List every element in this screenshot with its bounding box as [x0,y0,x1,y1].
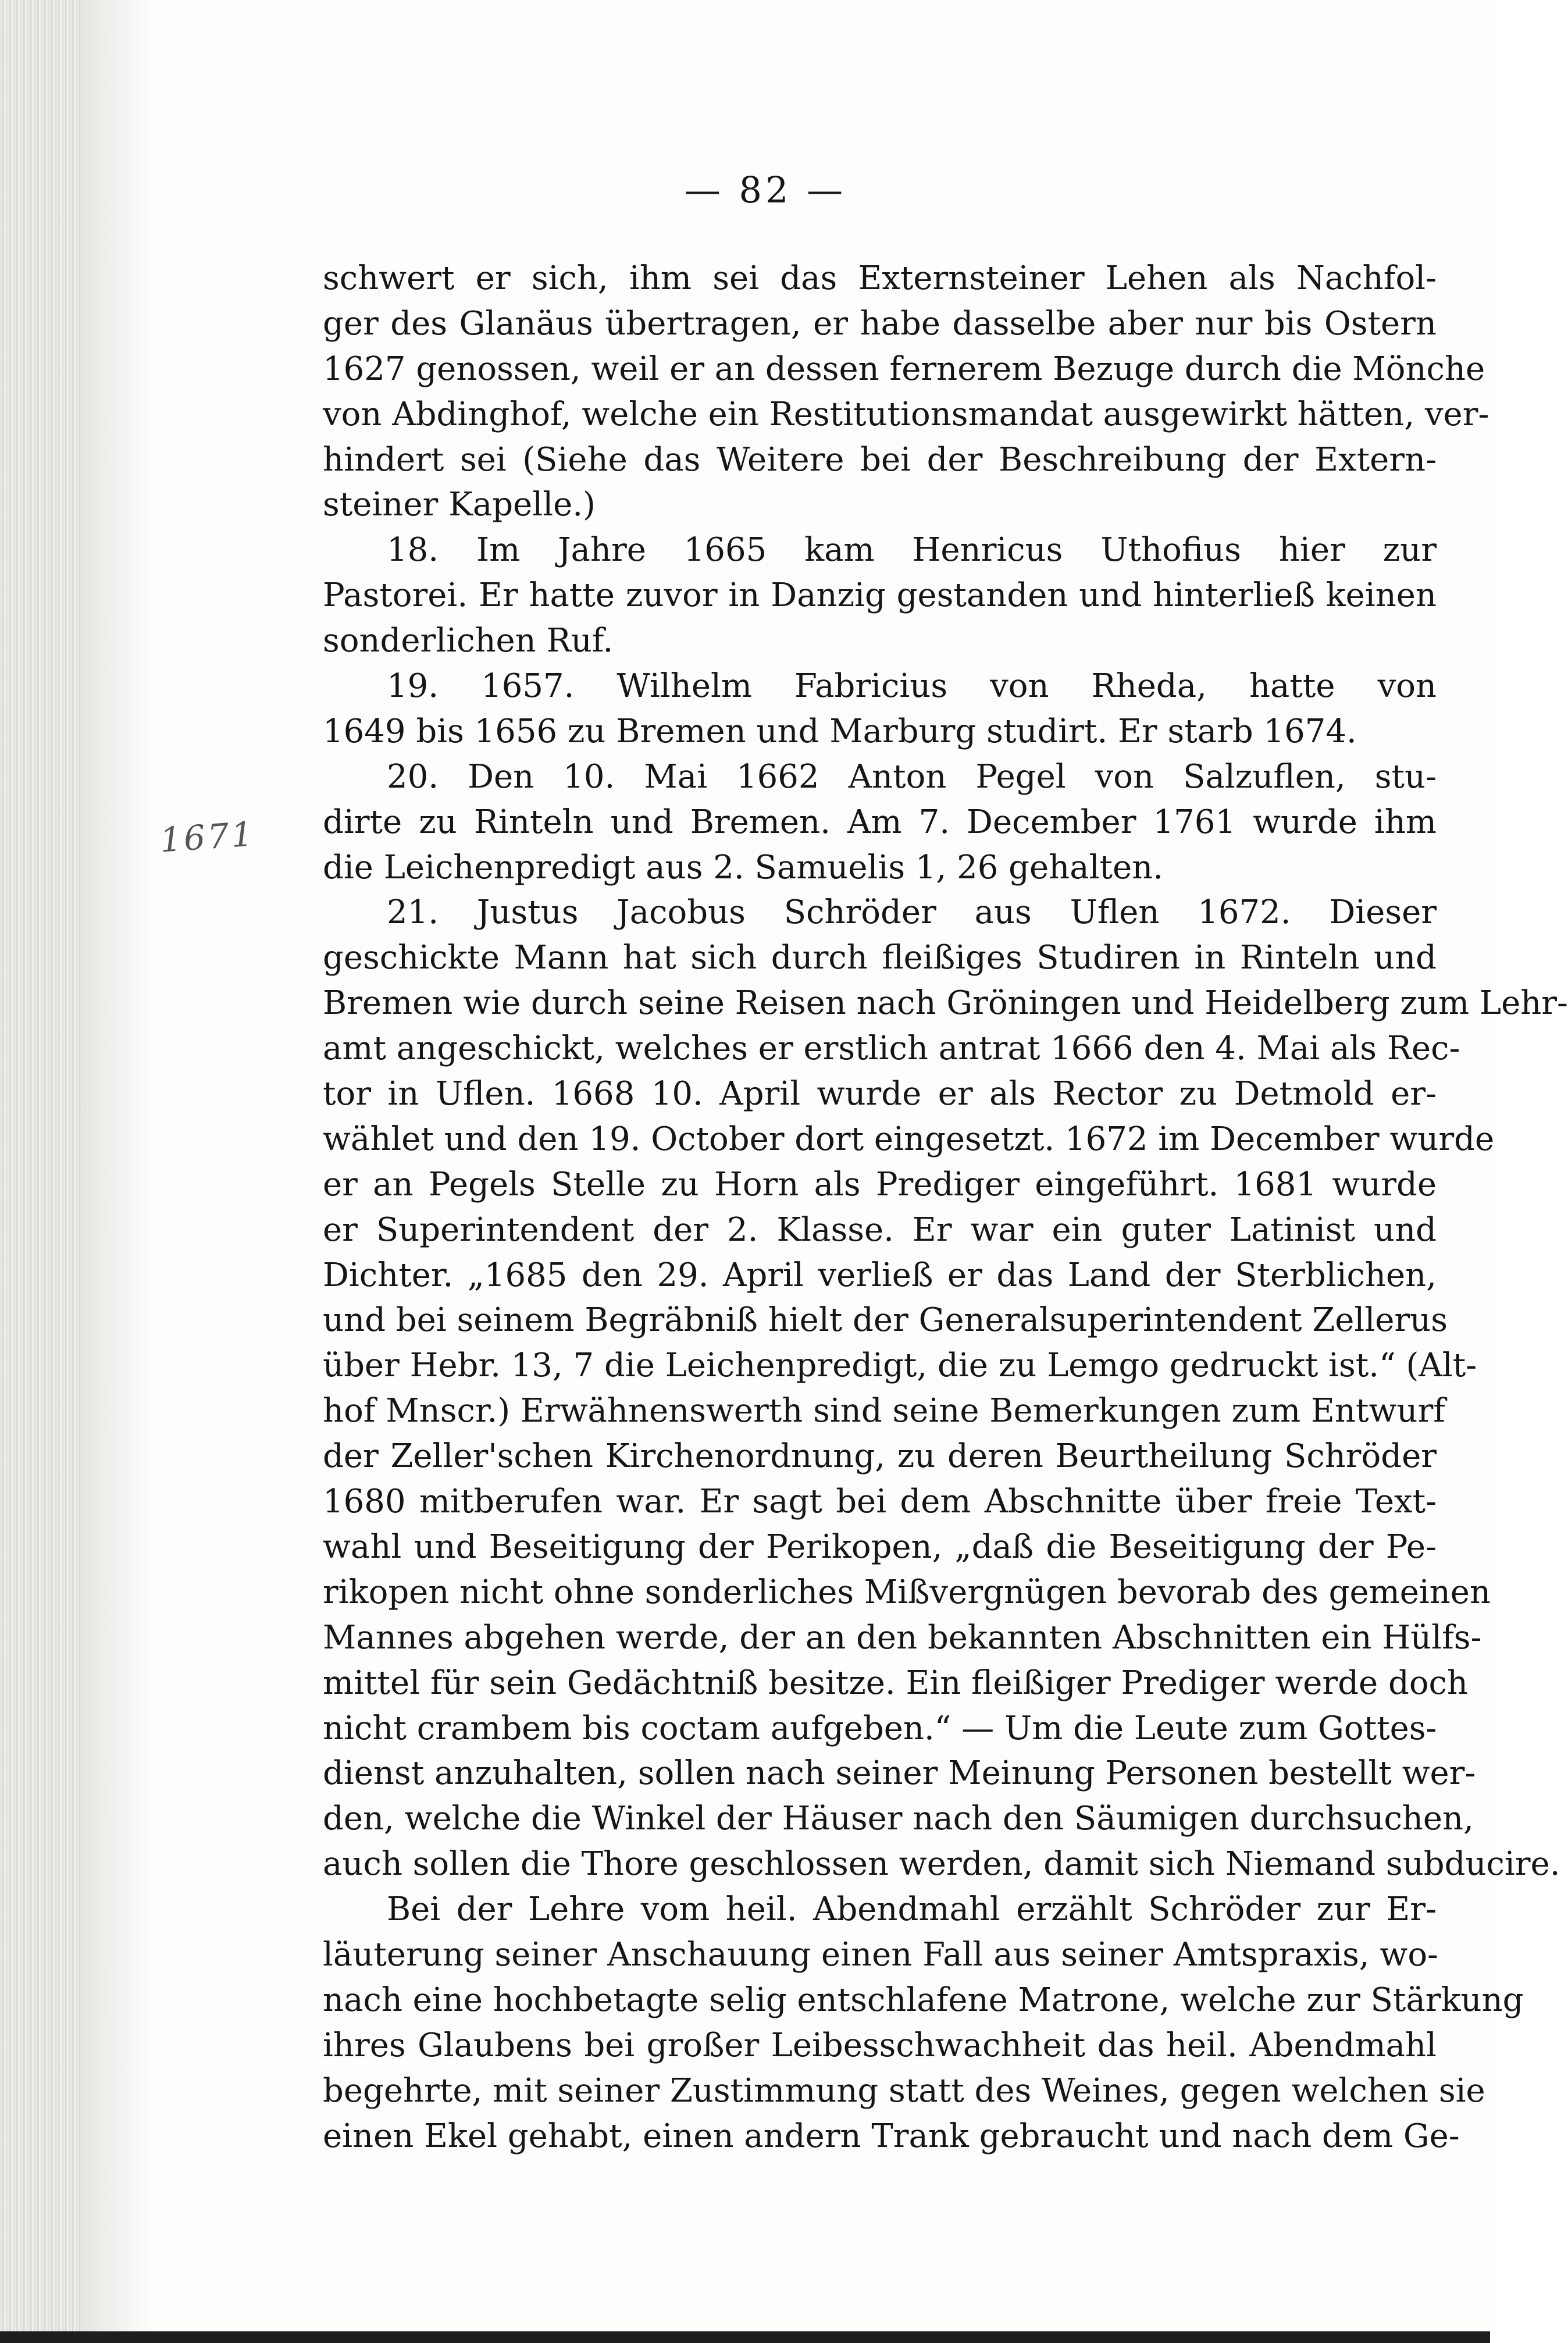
text-line: der Zeller'schen Kirchenordnung, zu deren Beurtheilung Schröder [323,1437,1437,1476]
text-line: nicht crambem bis coctam aufgeben.“ — Um die Leute zum Gottes- [323,1709,1437,1747]
text-line: rikopen nicht ohne sonderliches Mißvergnügen bevorab des gemeinen [323,1573,1491,1611]
text-line: tor in Uflen. 1668 10. April wurde er als Rector zu Detmold er- [323,1075,1437,1113]
text-line: begehrte, mit seiner Zustimmung statt des Weines, gegen welchen sie [323,2071,1485,2110]
text-line: Bremen wie durch seine Reisen nach Gröningen und Heidelberg zum Lehr- [323,984,1568,1023]
handwritten-margin-note: 1671 [158,814,256,860]
text-line: den, welche die Winkel der Häuser nach den Säumigen durchsuchen, [323,1800,1474,1838]
text-line: Dichter. „1685 den 29. April verließ er das Land der Sterblichen, [323,1256,1437,1294]
text-line: ihres Glaubens bei großer Leibesschwachheit das heil. Abendmahl [323,2026,1437,2064]
text-line: er an Pegels Stelle zu Horn als Prediger eingeführt. 1681 wurde [323,1165,1437,1203]
text-line: geschickte Mann hat sich durch fleißiges Studiren in Rinteln und [323,939,1437,977]
bottom-edge-rule [0,2331,1490,2343]
text-line: steiner Kapelle.) [323,486,596,524]
text-line: einen Ekel gehabt, einen andern Trank gebraucht und nach dem Ge- [323,2117,1460,2155]
text-line: Pastorei. Er hatte zuvor in Danzig gestanden und hinterließ keinen [323,576,1437,615]
page-binding-shadow [81,0,151,2343]
text-line: läuterung seiner Anschauung einen Fall aus seiner Amtspraxis, wo- [323,1935,1438,1974]
text-line: schwert er sich, ihm sei das Externsteiner Lehen als Nachfol- [323,259,1437,297]
text-line: 1649 bis 1656 zu Bremen und Marburg studirt. Er starb 1674. [323,712,1357,750]
text-line: 21. Justus Jacobus Schröder aus Uflen 1672. Dieser [387,893,1437,932]
page-binding-edge [0,0,81,2343]
text-line: ger des Glanäus übertragen, er habe dasselbe aber nur bis Ostern [323,304,1437,343]
text-line: sonderlichen Ruf. [323,622,614,660]
text-line: auch sollen die Thore geschlossen werden, damit sich Niemand subducire. [323,1845,1560,1883]
text-line: und bei seinem Begräbniß hielt der Generalsuperintendent Zellerus [323,1301,1448,1340]
text-line: 19. 1657. Wilhelm Fabricius von Rheda, hatte von [387,667,1437,706]
text-line: amt angeschickt, welches er erstlich antrat 1666 den 4. Mai als Rec- [323,1030,1460,1068]
text-line: über Hebr. 13, 7 die Leichenpredigt, die zu Lemgo gedruckt ist.“ (Alt- [323,1347,1477,1385]
text-line: dienst anzuhalten, sollen nach seiner Meinung Personen bestellt wer- [323,1754,1476,1793]
body-text [323,256,1568,2159]
text-line: die Leichenpredigt aus 2. Samuelis 1, 26 gehalten. [323,848,1164,886]
text-line: 18. Im Jahre 1665 kam Henricus Uthofius hier zur [387,531,1437,569]
text-line: nach eine hochbetagte selig entschlafene Matrone, welche zur Stärkung [323,1981,1524,2019]
text-line: hof Mnscr.) Erwähnenswerth sind seine Bemerkungen zum Entwurf [323,1392,1445,1430]
text-line: wahl und Beseitigung der Perikopen, „daß die Beseitigung der Pe- [323,1527,1437,1566]
text-line: hindert sei (Siehe das Weitere bei der Beschreibung der Extern- [323,440,1437,479]
text-line: Bei der Lehre vom heil. Abendmahl erzählt Schröder zur Er- [387,1890,1437,1929]
text-line: 20. Den 10. Mai 1662 Anton Pegel von Salzuflen, stu- [387,757,1437,796]
text-line: er Superintendent der 2. Klasse. Er war ein guter Latinist und [323,1210,1437,1249]
text-line: 1680 mitberufen war. Er sagt bei dem Abschnitte über freie Text- [323,1483,1437,1521]
text-line: wählet und den 19. October dort eingesetzt. 1672 im December wurde [323,1120,1495,1158]
text-line: dirte zu Rinteln und Bremen. Am 7. December 1761 wurde ihm [323,803,1437,841]
text-line: von Abdinghof, welche ein Restitutionsmandat ausgewirkt hätten, ver- [323,395,1489,433]
text-line: Mannes abgehen werde, der an den bekannten Abschnitten ein Hülfs- [323,1618,1482,1657]
text-line: 1627 genossen, weil er an dessen fernerem Bezuge durch die Mönche [323,350,1485,388]
page-number: — 82 — [684,169,847,211]
text-line: mittel für sein Gedächtniß besitze. Ein fleißiger Prediger werde doch [323,1664,1468,1702]
